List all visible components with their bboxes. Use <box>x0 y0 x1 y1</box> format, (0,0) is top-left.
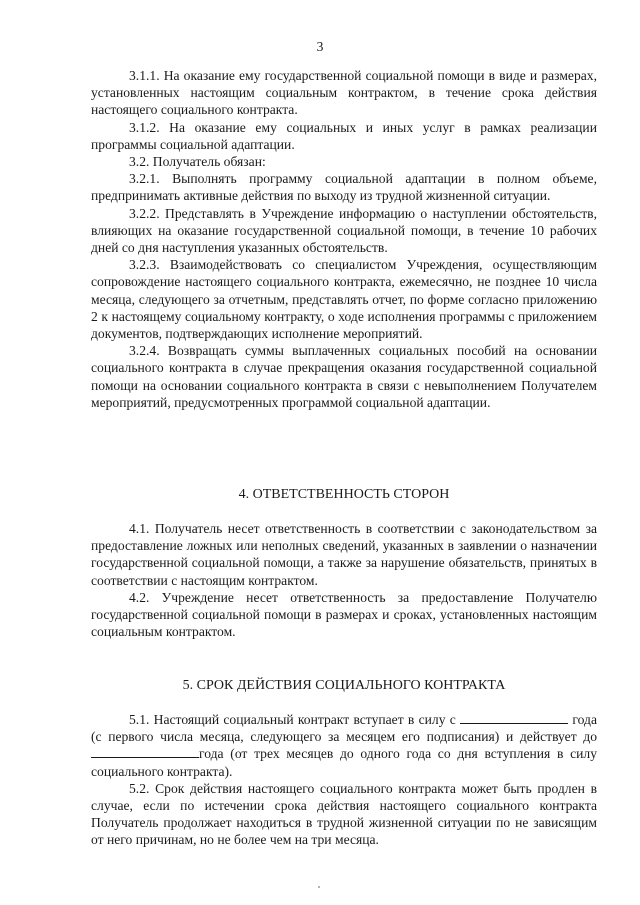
page-number: 3 <box>316 39 324 54</box>
section4-body <box>91 520 597 640</box>
clause-3-2-2: 3.2.2. Представлять в Учреждение информацию о наступлении обстоятельств, влияющих на оказание государственной социальной помощи, в течение 10 рабочих дней со дня наступления указанных обстоятельств. <box>91 205 597 256</box>
clause-3-2: 3.2. Получатель обязан: <box>129 154 266 170</box>
clause-3-2-3: 3.2.3. Взаимодействовать со специалистом Учреждения, осуществляющим сопровождение настоящего социального контракта, ежемесячно, не позднее 10 числа месяца, следующего за отчетным, представлять отчет, по форме согласно приложению 2 к настоящему социальному контракту, о ходе исполнения программы с приложением документов, подтверждающих исполнение мероприятий. <box>91 257 597 342</box>
clause-5-2: 5.2. Срок действия настоящего социального контракта может быть продлен в случае, если по истечении срока действия настоящего социального контракта Получатель продолжает находиться в трудной жизненной ситуации по не зависящим от него причинам, но не более чем на три месяца. <box>91 780 597 848</box>
start-date-blank[interactable] <box>460 711 568 724</box>
clause-3-1-1: 3.1.1. На оказание ему государственной социальной помощи в виде и размерах, установленных настоящим социальным контрактом, в течение срока действия настоящего социального контракта. <box>91 68 597 118</box>
section3-continuation <box>91 67 597 411</box>
section5-title: 5. СРОК ДЕЙСТВИЯ СОЦИАЛЬНОГО КОНТРАКТА <box>182 678 506 693</box>
clause-4-2: 4.2. Учреждение несет ответственность за предоставление Получателю государственной социальной помощи в размерах и сроках, установленных настоящим социальным контрактом. <box>91 589 597 640</box>
scan-speck <box>318 886 320 888</box>
clause-5-1-start: 5.1. Настоящий социальный контракт вступает в силу с <box>129 712 456 727</box>
clause-3-2-1: 3.2.1. Выполнять программу социальной адаптации в полном объеме, предпринимать активные действия по выходу из трудной жизненной ситуации. <box>91 171 597 204</box>
end-date-blank[interactable] <box>91 745 199 758</box>
section5-body <box>91 711 597 849</box>
clause-4-1: 4.1. Получатель несет ответственность в соответствии с законодательством за предоставление ложных или неполных сведений, указанных в заявлении о назначении государственной социальной помощи, а также за нарушение обязательств, принятых в соответствии с настоящим контрактом. <box>91 521 597 588</box>
clause-3-2-4: 3.2.4. Возвращать суммы выплаченных социальных пособий на основании социального контракта в случае прекращения оказания государственной социальной помощи на основании социального контракта в связи с невыполнением Получателем мероприятий, предусмотренных программой социальной адаптации. <box>91 343 597 410</box>
clause-5-1 <box>91 711 597 780</box>
section4-title: 4. ОТВЕТСТВЕННОСТЬ СТОРОН <box>238 487 450 502</box>
clause-3-1-2: 3.1.2. На оказание ему социальных и иных услуг в рамках реализации программы социальной адаптации. <box>91 119 597 152</box>
clause-5-1-end: года (от трех месяцев до одного года со дня вступления в силу социального контракта). <box>91 746 597 779</box>
clause-5-1-middle: года (с первого числа месяца, следующего за месяцем его подписания) и действует до <box>91 712 597 745</box>
